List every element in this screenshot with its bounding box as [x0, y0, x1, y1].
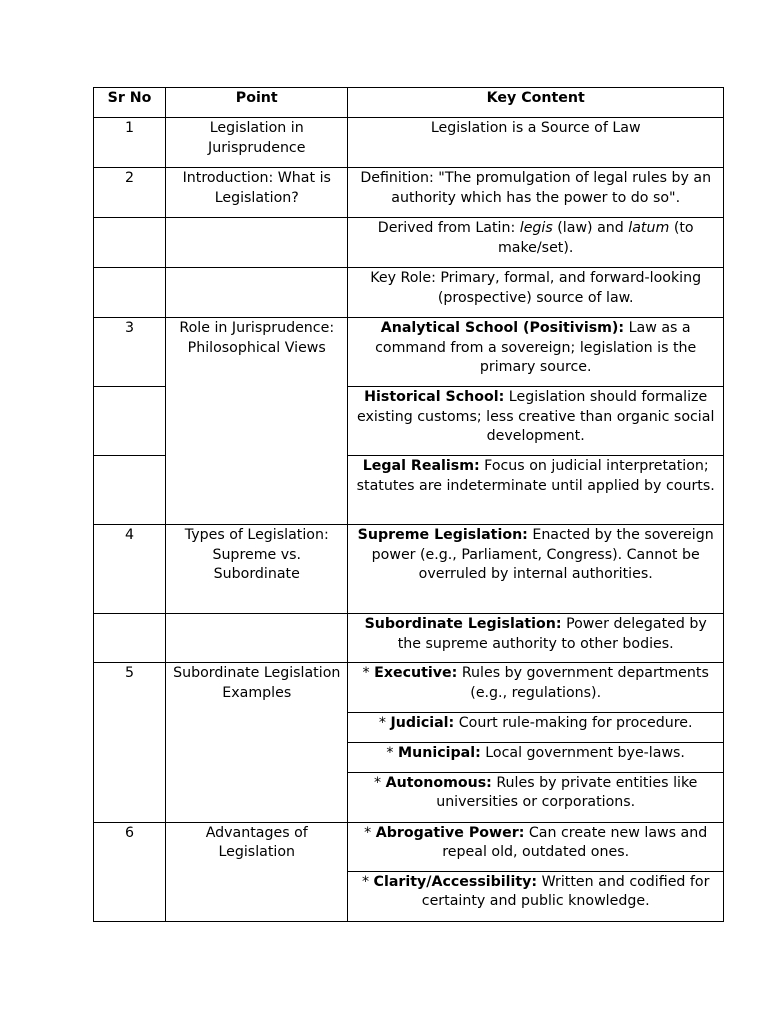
- content-text: Legislation should formalize existing customs; less creative than organic social development.: [356, 389, 715, 444]
- sr-cell-empty: [94, 268, 166, 318]
- sr-cell-empty: [94, 456, 166, 525]
- point-cell: Legislation in Jurisprudence: [166, 118, 348, 168]
- content-text: Enacted by the sovereign power (e.g., Parliament, Congress). Cannot be overruled by internal authorities.: [371, 527, 714, 582]
- point-cell: Role in Jurisprudence: Philosophical Views: [166, 318, 348, 525]
- sr-cell: 3: [94, 318, 166, 387]
- legislation-table: [93, 87, 724, 922]
- content-cell: Definition: "The promulgation of legal rules by an authority which has the power to do so".: [348, 168, 724, 218]
- table-row: [94, 118, 724, 168]
- sr-cell-empty: [94, 614, 166, 663]
- latin-term-legis: legis: [519, 220, 553, 236]
- content-cell: Key Role: Primary, formal, and forward-looking (prospective) source of law.: [348, 268, 724, 318]
- bullet-star: *: [364, 824, 376, 841]
- content-cell: [348, 456, 724, 525]
- content-cell: [348, 871, 724, 921]
- table-row: [94, 168, 724, 218]
- content-bold: Judicial:: [390, 715, 455, 731]
- content-text: (law) and: [552, 220, 629, 236]
- table-row: [94, 525, 724, 614]
- header-point: Point: [166, 88, 348, 118]
- point-cell-empty: [166, 268, 348, 318]
- header-sr-no: Sr No: [94, 88, 166, 118]
- content-cell: [348, 663, 724, 713]
- sr-cell: 2: [94, 168, 166, 218]
- content-cell: Legislation is a Source of Law: [348, 118, 724, 168]
- point-cell: Introduction: What is Legislation?: [166, 168, 348, 218]
- content-bold: Executive:: [374, 665, 458, 681]
- bullet-star: *: [378, 715, 391, 731]
- point-cell-empty: [166, 614, 348, 663]
- content-bold: Historical School:: [364, 389, 505, 405]
- content-text: Derived from Latin:: [377, 220, 520, 236]
- content-bold: Subordinate Legislation:: [364, 616, 562, 632]
- bullet-star: *: [386, 745, 399, 761]
- table-row: [94, 822, 724, 871]
- content-cell: [348, 772, 724, 822]
- content-text: Law as a command from a sovereign; legislation is the primary source.: [375, 320, 697, 375]
- bullet-star: *: [361, 873, 374, 890]
- content-cell: [348, 614, 724, 663]
- sr-cell: 4: [94, 525, 166, 614]
- content-bold: Autonomous:: [385, 774, 492, 791]
- header-row: [94, 88, 724, 118]
- content-bold: Analytical School (Positivism):: [380, 320, 625, 336]
- content-text: Power delegated by the supreme authority to other bodies.: [397, 616, 707, 652]
- content-bold: Supreme Legislation:: [357, 527, 528, 543]
- table-row: [94, 268, 724, 318]
- content-cell: [348, 822, 724, 871]
- point-cell: Types of Legislation: Supreme vs. Subordinate: [166, 525, 348, 614]
- table-row: [94, 663, 724, 713]
- content-cell: [348, 743, 724, 773]
- sr-cell: 5: [94, 663, 166, 823]
- content-bold: Clarity/Accessibility:: [373, 873, 538, 890]
- sr-cell-empty: [94, 387, 166, 456]
- content-text: Court rule-making for procedure.: [454, 715, 693, 731]
- bullet-star: *: [362, 665, 375, 681]
- content-text: Focus on judicial interpretation; statutes are indeterminate until applied by courts.: [356, 458, 715, 494]
- content-text: Rules by government departments (e.g., regulations).: [457, 665, 709, 701]
- latin-term-latum: latum: [628, 220, 670, 236]
- content-cell: [348, 218, 724, 268]
- point-cell: Advantages of Legislation: [166, 822, 348, 921]
- sr-cell-empty: [94, 218, 166, 268]
- content-text: Local government bye-laws.: [480, 745, 685, 761]
- point-cell: Subordinate Legislation Examples: [166, 663, 348, 823]
- sr-cell: 1: [94, 118, 166, 168]
- point-cell-empty: [166, 218, 348, 268]
- content-text: Can create new laws and repeal old, outdated ones.: [442, 824, 708, 860]
- content-text: Rules by private entities like universities or corporations.: [436, 774, 698, 810]
- sr-cell: 6: [94, 822, 166, 921]
- content-text: (to make/set).: [497, 220, 694, 256]
- content-bold: Abrogative Power:: [375, 824, 525, 841]
- content-cell: [348, 318, 724, 387]
- content-cell: [348, 387, 724, 456]
- table-row: [94, 218, 724, 268]
- bullet-star: *: [374, 774, 386, 791]
- table-row: [94, 318, 724, 387]
- content-bold: Legal Realism:: [362, 458, 480, 474]
- header-key-content: Key Content: [348, 88, 724, 118]
- content-cell: [348, 713, 724, 743]
- content-cell: [348, 525, 724, 614]
- table-row: [94, 614, 724, 663]
- content-text: Written and codified for certainty and public knowledge.: [421, 873, 710, 909]
- content-bold: Municipal:: [398, 745, 481, 761]
